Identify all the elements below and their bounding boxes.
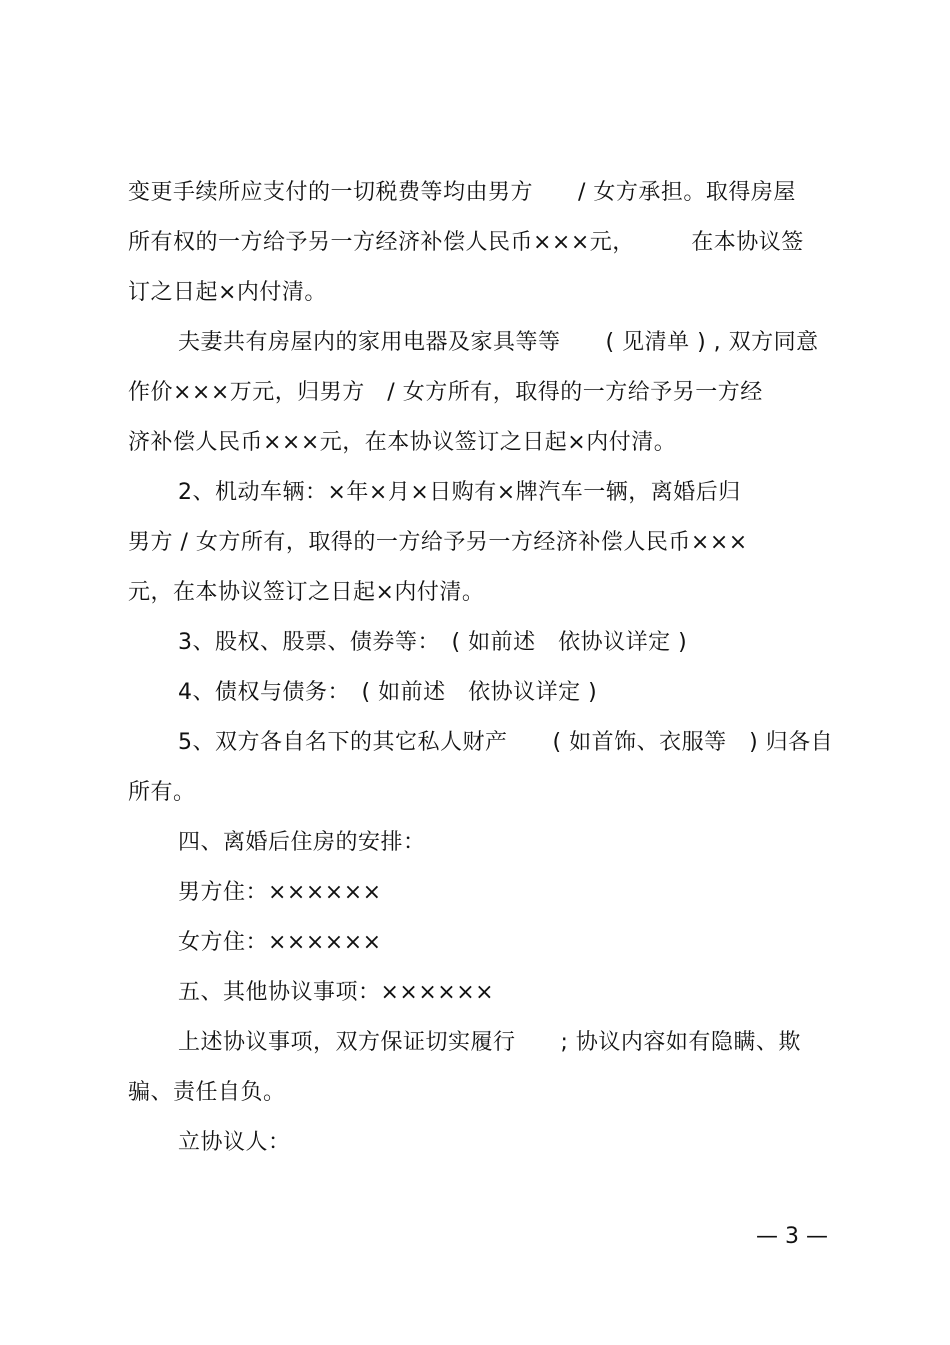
- text-line: 4、债权与债务： ( 如前述 依协议详定 ): [178, 680, 598, 705]
- section-heading: 五、其他协议事项：××××××: [178, 980, 495, 1005]
- signature-label: 立协议人：: [178, 1130, 291, 1155]
- text-line: 作价×××万元，归男方 / 女方所有，取得的一方给予另一方经: [128, 380, 763, 405]
- text-line: 女方住：××××××: [178, 930, 382, 955]
- text-line: 订之日起×内付清。: [128, 280, 327, 305]
- text-line: 男方住：××××××: [178, 880, 382, 905]
- text-line: 变更手续所应支付的一切税费等均由男方 / 女方承担。取得房屋: [128, 180, 796, 205]
- page-number: — 3 —: [756, 1224, 828, 1249]
- text-line: 5、双方各自名下的其它私人财产 ( 如首饰、衣服等 ) 归各自: [178, 730, 834, 755]
- text-line: 上述协议事项，双方保证切实履行 ; 协议内容如有隐瞒、欺: [178, 1030, 801, 1055]
- text-line: 济补偿人民币×××元，在本协议签订之日起×内付清。: [128, 430, 677, 455]
- text-line: 元，在本协议签订之日起×内付清。: [128, 580, 485, 605]
- section-heading: 四、离婚后住房的安排：: [178, 830, 426, 855]
- text-line: 3、股权、股票、债券等： ( 如前述 依协议详定 ): [178, 630, 688, 655]
- text-line: 2、机动车辆：×年×月×日购有×牌汽车一辆，离婚后归: [178, 480, 741, 505]
- text-line: 所有权的一方给予另一方经济补偿人民币×××元， 在本协议签: [128, 230, 804, 255]
- text-line: 男方 / 女方所有，取得的一方给予另一方经济补偿人民币×××: [128, 530, 748, 555]
- text-line: 骗、责任自负。: [128, 1080, 286, 1105]
- text-line: 所有。: [128, 780, 196, 805]
- text-line: 夫妻共有房屋内的家用电器及家具等等 ( 见清单 ) , 双方同意: [178, 330, 819, 355]
